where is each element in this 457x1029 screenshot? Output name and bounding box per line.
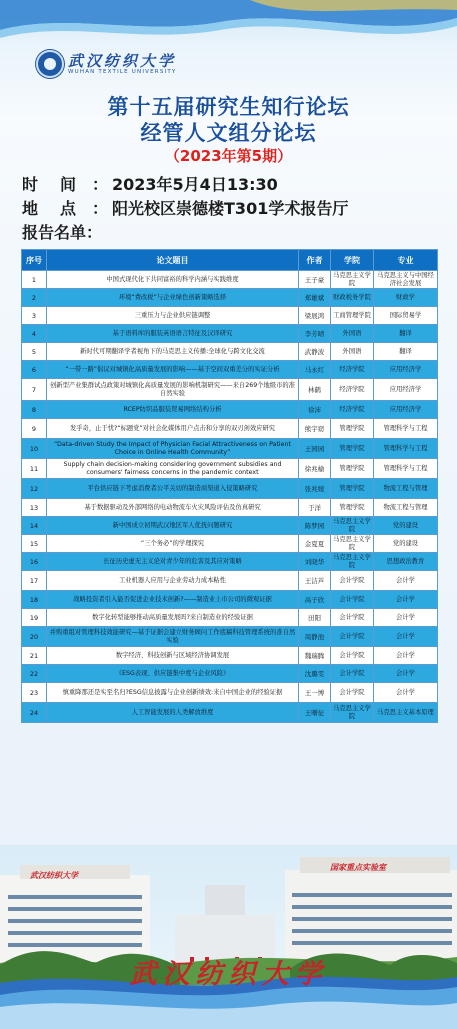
table-row: [22, 591, 438, 609]
author-name: 魏瑞腾: [299, 647, 331, 665]
university-logo-icon: [36, 50, 64, 78]
paper-title: 长征历史虚无主义论对青少年的危害及其应对策略: [47, 553, 299, 571]
table-row: [22, 419, 438, 439]
paper-title: 三重压力与企业供应链调整: [47, 307, 299, 325]
major-name: 财政学: [374, 289, 438, 307]
university-signature: 武汉纺织大学: [129, 959, 328, 990]
row-number: 24: [22, 703, 47, 723]
college-name: 财政税务学院: [331, 289, 374, 307]
major-name: 应用经济学: [374, 379, 438, 401]
report-list-label: 报告名单：: [22, 223, 103, 242]
major-name: 党的建设: [374, 535, 438, 553]
major-name: 管理科学与工程: [374, 419, 438, 439]
author-name: 王一博: [299, 683, 331, 703]
row-number: 22: [22, 665, 47, 683]
time-line: 时 间 ： 2023年5月4日13:30: [22, 172, 278, 195]
college-name: 马克思主义学院: [331, 535, 374, 553]
paper-title: 新中国成立初期武汉地区军人优抚问题研究: [47, 517, 299, 535]
major-name: 马克思主义与中国经济社会发展: [374, 271, 438, 289]
paper-title: 环境“费改税”与企业绿色创新策略选择: [47, 289, 299, 307]
college-name: 马克思主义学院: [331, 703, 374, 723]
row-number: 3: [22, 307, 47, 325]
paper-title: 《ESG表现、供应链集中度与企业风险》: [47, 665, 299, 683]
college-name: 经济学院: [331, 379, 374, 401]
author-name: 刘晓华: [299, 553, 331, 571]
college-name: 管理学院: [331, 479, 374, 499]
table-row: [22, 499, 438, 517]
table-row: [22, 379, 438, 401]
table-row: [22, 439, 438, 459]
row-number: 21: [22, 647, 47, 665]
table-row: [22, 401, 438, 419]
college-name: 管理学院: [331, 499, 374, 517]
major-name: 应用经济学: [374, 401, 438, 419]
paper-title: 中国式现代化下共同富裕的科学内涵与实践维度: [47, 271, 299, 289]
paper-title: 数字经济、科技创新与区域经济协调发展: [47, 647, 299, 665]
row-number: 19: [22, 609, 47, 627]
author-name: 沈璐雯: [299, 665, 331, 683]
college-name: 会计学院: [331, 609, 374, 627]
author-name: 王洁芦: [299, 571, 331, 591]
table-row: [22, 665, 438, 683]
major-name: 物流工程与管理: [374, 499, 438, 517]
paper-title: 发乎奇，止于忧?“标题党”对社会化媒体用户点击和分享的双刃剑效应研究: [47, 419, 299, 439]
table-row: [22, 307, 438, 325]
author-name: 王曙征: [299, 703, 331, 723]
campus-sign-right: 国家重点实验室: [330, 863, 386, 872]
row-number: 10: [22, 439, 47, 459]
row-number: 4: [22, 325, 47, 343]
table-body: [22, 271, 438, 723]
author-name: 王园园: [299, 439, 331, 459]
major-name: 会计学: [374, 571, 438, 591]
table-row: [22, 517, 438, 535]
major-name: 会计学: [374, 591, 438, 609]
major-name: 会计学: [374, 665, 438, 683]
row-number: 16: [22, 553, 47, 571]
university-name: 武汉纺织大学: [68, 52, 177, 70]
table-row: [22, 535, 438, 553]
paper-title: 数字化转型能够推动高质量发展吗?来自制造业的经验证据: [47, 609, 299, 627]
paper-title: “一带一路”倡议对城镇化高质量发展的影响——基于空间双重差分的实证分析: [47, 361, 299, 379]
row-number: 9: [22, 419, 47, 439]
row-number: 17: [22, 571, 47, 591]
college-name: 会计学院: [331, 571, 374, 591]
author-name: 金夏夏: [299, 535, 331, 553]
table-row: [22, 553, 438, 571]
major-name: 会计学: [374, 647, 438, 665]
major-name: 会计学: [374, 627, 438, 647]
major-name: 管理科学与工程: [374, 439, 438, 459]
college-name: 外国语: [331, 325, 374, 343]
college-name: 管理学院: [331, 419, 374, 439]
author-name: 高子欣: [299, 591, 331, 609]
college-name: 马克思主义学院: [331, 271, 374, 289]
table-row: [22, 647, 438, 665]
table-row: [22, 571, 438, 591]
table-row: [22, 289, 438, 307]
paper-title: Supply chain decision-making considering government subsidies and consumers' fairness concerns in the pandemic context: [47, 459, 299, 479]
college-name: 外国语: [331, 343, 374, 361]
author-name: 郑雄斌: [299, 289, 331, 307]
row-number: 7: [22, 379, 47, 401]
paper-title: 新时代可期翻译学者视角下的马克思主义传播:全球化与跨文化交流: [47, 343, 299, 361]
row-number: 8: [22, 401, 47, 419]
major-name: 马克思主义基本原理: [374, 703, 438, 723]
table-row: [22, 325, 438, 343]
table-row: [22, 361, 438, 379]
table-row: [22, 459, 438, 479]
major-name: 物流工程与管理: [374, 479, 438, 499]
author-name: 林鹤: [299, 379, 331, 401]
header-title: 论文题目: [47, 250, 299, 271]
paper-title: RCEP纺织品服装贸易网络结构分析: [47, 401, 299, 419]
college-name: 管理学院: [331, 439, 374, 459]
row-number: 12: [22, 479, 47, 499]
major-name: 会计学: [374, 609, 438, 627]
paper-title: 人工智能发展的人类解放维度: [47, 703, 299, 723]
header-author: 作者: [299, 250, 331, 271]
paper-title: “Data-driven Study the Impact of Physician Facial Attractiveness on Patient Choice in Online Health Community”: [47, 439, 299, 459]
author-name: 熊宇窈: [299, 419, 331, 439]
header-college: 学院: [331, 250, 374, 271]
college-name: 会计学院: [331, 591, 374, 609]
row-number: 15: [22, 535, 47, 553]
author-name: 李芳晴: [299, 325, 331, 343]
row-number: 23: [22, 683, 47, 703]
time-value: 2023年5月4日13:30: [112, 175, 278, 194]
college-name: 工商管理学院: [331, 307, 374, 325]
row-number: 2: [22, 289, 47, 307]
header-major: 专业: [374, 250, 438, 271]
table-row: [22, 609, 438, 627]
row-number: 6: [22, 361, 47, 379]
major-name: 管理科学与工程: [374, 459, 438, 479]
major-name: 翻译: [374, 343, 438, 361]
paper-title: 创新型产业集群试点政策对城镇化高质量发展的影响机制研究——来自269个地级市的准自然实验: [47, 379, 299, 401]
college-name: 会计学院: [331, 665, 374, 683]
college-name: 马克思主义学院: [331, 553, 374, 571]
row-number: 11: [22, 459, 47, 479]
row-number: 14: [22, 517, 47, 535]
major-name: 会计学: [374, 683, 438, 703]
row-number: 5: [22, 343, 47, 361]
papers-table: [21, 249, 438, 723]
author-name: 徐兆榆: [299, 459, 331, 479]
paper-title: 基于数据驱动及外部网络的电动物流车火灾风险评估及仿真研究: [47, 499, 299, 517]
table-row: [22, 479, 438, 499]
table-row: [22, 271, 438, 289]
author-name: 武静波: [299, 343, 331, 361]
major-name: 党的建设: [374, 517, 438, 535]
college-name: 经济学院: [331, 361, 374, 379]
paper-title: 工业机器人应用与企业劳动力成本粘性: [47, 571, 299, 591]
row-number: 20: [22, 627, 47, 647]
header-no: 序号: [22, 250, 47, 271]
author-name: 梁展鸿: [299, 307, 331, 325]
issue-subtitle: （2023年第5期）: [164, 147, 293, 165]
author-name: 张兆媛: [299, 479, 331, 499]
paper-title: 战略投资者引入能否促进企业技术创新?——制造业上市公司的微观证据: [47, 591, 299, 609]
author-name: 陈梦园: [299, 517, 331, 535]
major-name: 翻译: [374, 325, 438, 343]
paper-title: 慎重降那还是实至名归?ESG信息披露与企业创新绩效:来自中国企业的经验证据: [47, 683, 299, 703]
table-row: [22, 703, 438, 723]
place-label: 地 点: [22, 199, 80, 218]
paper-title: 并购重组对管理科技效能研究—基于证据会建立财务顾问工作底稿科技管理系统的准自然实验: [47, 627, 299, 647]
table-row: [22, 343, 438, 361]
table-row: [22, 683, 438, 703]
time-label: 时 间: [22, 175, 80, 194]
row-number: 1: [22, 271, 47, 289]
major-name: 思想政治教育: [374, 553, 438, 571]
campus-sign-left: 武汉纺织大学: [30, 871, 78, 880]
college-name: 经济学院: [331, 401, 374, 419]
paper-title: 基于语料库的服装英语语言特征及汉译研究: [47, 325, 299, 343]
major-name: 国际贸易学: [374, 307, 438, 325]
table-header-row: [22, 250, 438, 271]
row-number: 13: [22, 499, 47, 517]
college-name: 管理学院: [331, 459, 374, 479]
university-name-en: WUHAN TEXTILE UNIVERSITY: [68, 69, 177, 75]
college-name: 会计学院: [331, 627, 374, 647]
row-number: 18: [22, 591, 47, 609]
page-title-line1: 第十五届研究生知行论坛: [107, 95, 350, 119]
author-name: 徐沛: [299, 401, 331, 419]
place-value: 阳光校区崇德楼T301学术报告厅: [112, 199, 349, 218]
college-name: 会计学院: [331, 647, 374, 665]
author-name: 王子豪: [299, 271, 331, 289]
place-line: 地 点 ： 阳光校区崇德楼T301学术报告厅: [22, 196, 348, 219]
paper-title: 平台供应链下考虑消费者公平关切的制造商渠道入侵策略研究: [47, 479, 299, 499]
table-row: [22, 627, 438, 647]
college-name: 马克思主义学院: [331, 517, 374, 535]
author-name: 田阳: [299, 609, 331, 627]
major-name: 应用经济学: [374, 361, 438, 379]
author-name: 马永红: [299, 361, 331, 379]
college-name: 会计学院: [331, 683, 374, 703]
paper-title: “三个务必”的学理探究: [47, 535, 299, 553]
page-title-line2: 经管人文组分论坛: [140, 121, 317, 145]
author-name: 于洋: [299, 499, 331, 517]
author-name: 周静池: [299, 627, 331, 647]
